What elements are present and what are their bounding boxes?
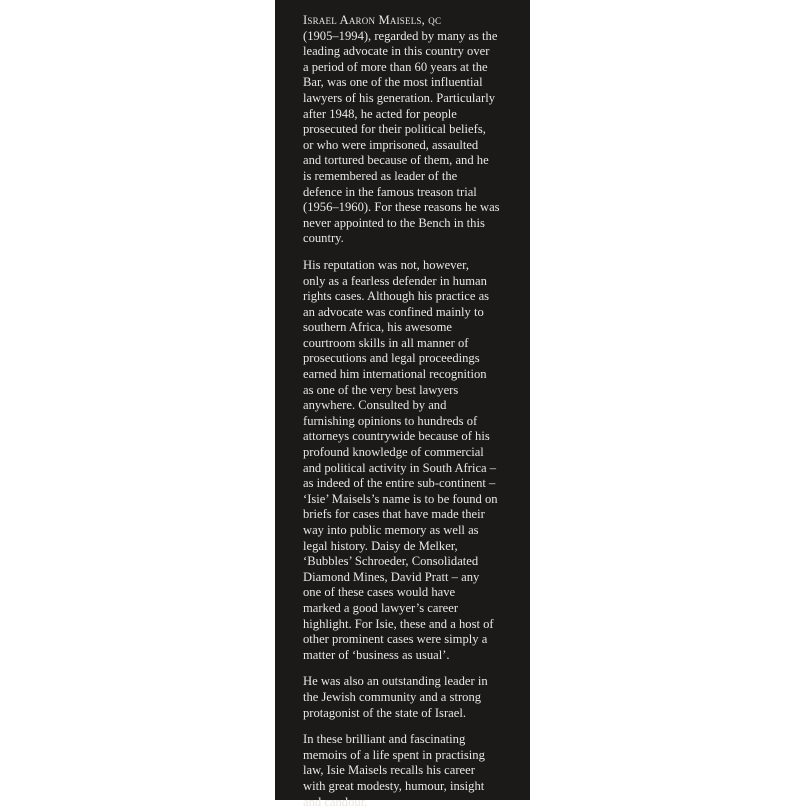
- blurb-line: attorneys countrywide because of his: [303, 429, 519, 445]
- blurb-line: way into public memory as well as: [303, 523, 519, 539]
- blurb-line: leading advocate in this country over: [303, 44, 519, 60]
- blurb-line: (1956–1960). For these reasons he was: [303, 200, 519, 216]
- blurb-line: other prominent cases were simply a: [303, 632, 519, 648]
- blurb-line: He was also an outstanding leader in: [303, 674, 519, 690]
- blurb-line: His reputation was not, however,: [303, 258, 519, 274]
- blurb-line: ‘Isie’ Maisels’s name is to be found on: [303, 492, 519, 508]
- blurb-line: after 1948, he acted for people: [303, 107, 519, 123]
- blurb-line: highlight. For Isie, these and a host of: [303, 617, 519, 633]
- blurb-line: furnishing opinions to hundreds of: [303, 414, 519, 430]
- blurb-line: prosecuted for their political beliefs,: [303, 122, 519, 138]
- blurb-line: a period of more than 60 years at the: [303, 60, 519, 76]
- blurb-line: lawyers of his generation. Particularly: [303, 91, 519, 107]
- blurb-paragraph-4: [303, 732, 519, 810]
- blurb-line: profound knowledge of commercial: [303, 445, 519, 461]
- blurb-line: and candour.: [303, 795, 519, 810]
- blurb-line: with great modesty, humour, insight: [303, 779, 519, 795]
- blurb-line: ‘Bubbles’ Schroeder, Consolidated: [303, 554, 519, 570]
- blurb-line: one of these cases would have: [303, 585, 519, 601]
- blurb-text: [303, 13, 519, 810]
- blurb-line: and tortured because of them, and he: [303, 153, 519, 169]
- book-back-cover: [275, 0, 530, 800]
- blurb-line: rights cases. Although his practice as: [303, 289, 519, 305]
- blurb-line: briefs for cases that have made their: [303, 507, 519, 523]
- blurb-paragraph-1: [303, 13, 519, 247]
- blurb-line: (1905–1994), regarded by many as the: [303, 29, 519, 45]
- blurb-line: or who were imprisoned, assaulted: [303, 138, 519, 154]
- blurb-line: as indeed of the entire sub-continent –: [303, 476, 519, 492]
- blurb-line: Diamond Mines, David Pratt – any: [303, 570, 519, 586]
- blurb-line: courtroom skills in all manner of: [303, 336, 519, 352]
- blurb-line: prosecutions and legal proceedings: [303, 351, 519, 367]
- blurb-line: is remembered as leader of the: [303, 169, 519, 185]
- blurb-line: earned him international recognition: [303, 367, 519, 383]
- blurb-line: an advocate was confined mainly to: [303, 305, 519, 321]
- blurb-line: law, Isie Maisels recalls his career: [303, 763, 519, 779]
- blurb-line: memoirs of a life spent in practising: [303, 748, 519, 764]
- blurb-line: country.: [303, 231, 519, 247]
- blurb-line: and political activity in South Africa –: [303, 461, 519, 477]
- blurb-line: legal history. Daisy de Melker,: [303, 539, 519, 555]
- blurb-line: marked a good lawyer’s career: [303, 601, 519, 617]
- blurb-line: the Jewish community and a strong: [303, 690, 519, 706]
- blurb-line: as one of the very best lawyers: [303, 383, 519, 399]
- blurb-line: Bar, was one of the most influential: [303, 75, 519, 91]
- blurb-paragraph-2: [303, 258, 519, 663]
- blurb-line: only as a fearless defender in human: [303, 274, 519, 290]
- blurb-paragraph-3: [303, 674, 519, 721]
- blurb-line: anywhere. Consulted by and: [303, 398, 519, 414]
- blurb-line: In these brilliant and fascinating: [303, 732, 519, 748]
- blurb-line: protagonist of the state of Israel.: [303, 706, 519, 722]
- blurb-line: defence in the famous treason trial: [303, 185, 519, 201]
- author-name: Israel Aaron Maisels, qc: [303, 13, 519, 29]
- blurb-line: southern Africa, his awesome: [303, 320, 519, 336]
- blurb-line: never appointed to the Bench in this: [303, 216, 519, 232]
- blurb-line: matter of ‘business as usual’.: [303, 648, 519, 664]
